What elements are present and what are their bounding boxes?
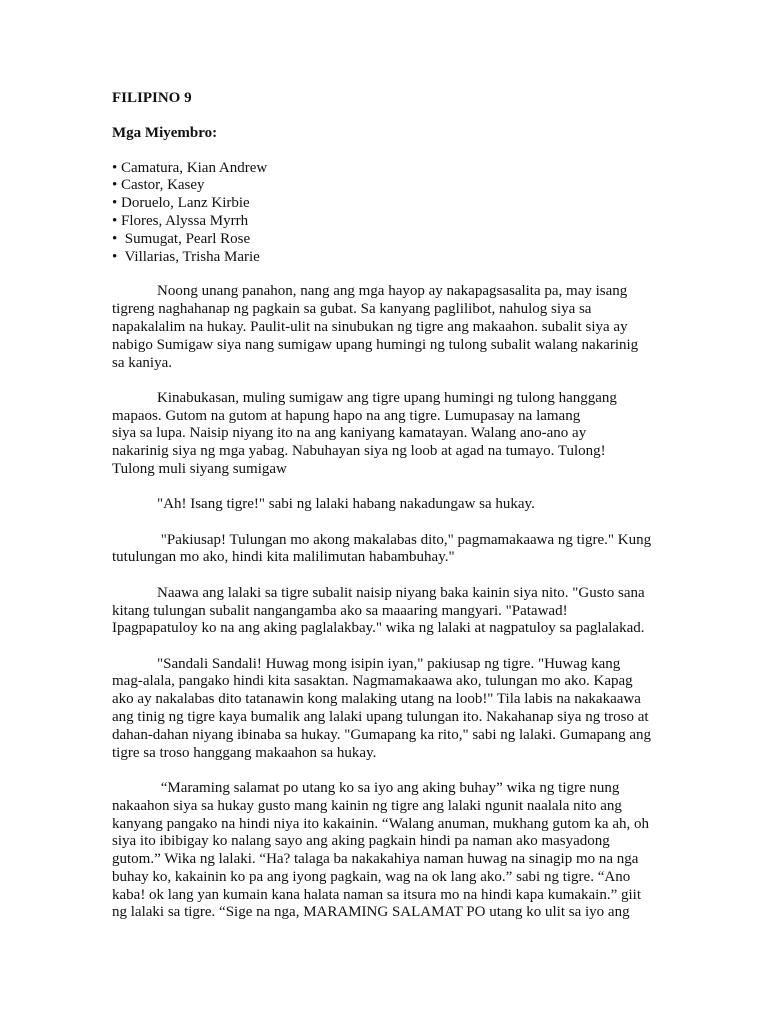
paragraph-line: Noong unang panahon, nang ang mga hayop ay nakapagsasalita pa, may isang [112, 283, 628, 300]
paragraph-line: napakalalim na hukay. Paulit-ulit na sinubukan ng tigre ang makaahon. subalit siya ay [112, 318, 628, 335]
member-item: • Camatura, Kian Andrew [112, 159, 268, 176]
paragraph-line: “Maraming salamat po utang ko sa iyo ang aking buhay” wika ng tigre nung [112, 779, 620, 796]
paragraph-line: Ipagpapatuloy ko na ang aking paglalakbay." wika ng lalaki at nagpatuloy sa paglalakad. [112, 620, 645, 637]
paragraph-line: Kinabukasan, muling sumigaw ang tigre upang humingi ng tulong hanggang [112, 389, 617, 406]
paragraph-line: kaba! ok lang yan kumain kana halata naman sa itsura mo na hindi kapa kumakain.” giit [112, 886, 641, 903]
story-paragraph [112, 496, 632, 514]
story-paragraph [112, 531, 652, 568]
paragraph-line: siya sa lupa. Naisip niyang ito na ang kaniyang kamatayan. Walang ano-ano ay [112, 425, 587, 442]
members-list [112, 160, 632, 267]
member-item: • Castor, Kasey [112, 177, 205, 194]
paragraph-line: sa kaniya. [112, 354, 172, 371]
paragraph-line: kanyang pangako na hindi niya ito kakainin. “Walang anuman, mukhang gutom ka ah, oh [112, 815, 649, 832]
paragraph-line: dahan-dahan niyang ibinaba sa hukay. "Gumapang ka rito," sabi ng lalaki. Gumapang ang [112, 726, 652, 743]
paragraph-line: Tulong muli siyang sumigaw [112, 461, 287, 478]
paragraph-line: mag-alala, pangako hindi kita sasaktan. Nagmamakaawa ako, tulungan mo ako. Kapag [112, 673, 633, 690]
paragraph-line: gutom.” Wika ng lalaki. “Ha? talaga ba nakakahiya naman huwag na sinagip mo na nga [112, 851, 639, 868]
document-body [112, 90, 652, 940]
paragraph-line: siya ito ibibigay ko nalang sayo ang aking pagkain hindi pa naman ako masyadong [112, 833, 610, 850]
story-paragraph [112, 283, 639, 372]
story-paragraph [112, 655, 652, 763]
paragraph-line: ang tinig ng tigre kaya bumalik ang lalaki upang tulungan ito. Nakahanap siya ng troso at [112, 709, 649, 726]
paragraph-line: buhay ko, kakainin ko pa ang iyong pagkain, wag na ok lang ako.” sabi ng tigre. “Ano [112, 868, 631, 885]
paragraph-line: kitang tulungan subalit nangangamba ako sa maaaring mangyari. "Patawad! [112, 602, 568, 619]
story-paragraph [112, 390, 632, 479]
paragraph-line: tigre sa troso hanggang makaahon sa hukay. [112, 744, 377, 761]
paragraph-line: ng lalaki sa tigre. “Sige na nga, MARAMING SALAMAT PO utang ko ulit sa iyo ang [112, 904, 630, 921]
story-paragraph [112, 779, 649, 922]
paragraph-line: nakarinig siya ng mga yabag. Nabuhayan siya ng loob at agad na tumayo. Tulong! [112, 443, 606, 460]
document-title: FILIPINO 9 [112, 90, 192, 106]
paragraph-line: Naawa ang lalaki sa tigre subalit naisip niyang baka kainin siya nito. "Gusto sana [112, 584, 645, 601]
paragraph-line: "Pakiusap! Tulungan mo akong makalabas dito," pagmamakaawa ng tigre." Kung [112, 531, 652, 548]
member-item: • Sumugat, Pearl Rose [112, 230, 251, 247]
story-text [112, 283, 652, 922]
story-paragraph [112, 584, 645, 638]
paragraph-line: ako ay nakalabas dito tatanawin kong malaking utang na loob!" Tila labis na nakakaawa [112, 691, 641, 708]
paragraph-line: tutulungan mo ako, hindi kita malilimutan habambuhay." [112, 549, 455, 566]
member-item: • Villarias, Trisha Marie [112, 248, 260, 265]
member-item: • Flores, Alyssa Myrrh [112, 212, 249, 229]
member-item: • Doruelo, Lanz Kirbie [112, 195, 250, 212]
paragraph-line: mapaos. Gutom na gutom at hapung hapo na ang tigre. Lumupasay na lamang [112, 407, 581, 424]
paragraph-line: nakaahon siya sa hukay gusto mang kainin ng tigre ang lalaki ngunit naalala nito ang [112, 797, 622, 814]
paragraph-line: "Sandali Sandali! Huwag mong isipin iyan," pakiusap ng tigre. "Huwag kang [112, 655, 621, 672]
paragraph-line: "Ah! Isang tigre!" sabi ng lalaki habang nakadungaw sa hukay. [112, 496, 535, 513]
members-heading: Mga Miyembro: [112, 124, 218, 141]
paragraph-line: tigreng naghahanap ng pagkain sa gubat. Sa kanyang paglilibot, nahulog siya sa [112, 301, 592, 318]
paragraph-line: nabigo Sumigaw siya nang sumigaw upang humingi ng tulong subalit walang nakarinig [112, 336, 639, 353]
